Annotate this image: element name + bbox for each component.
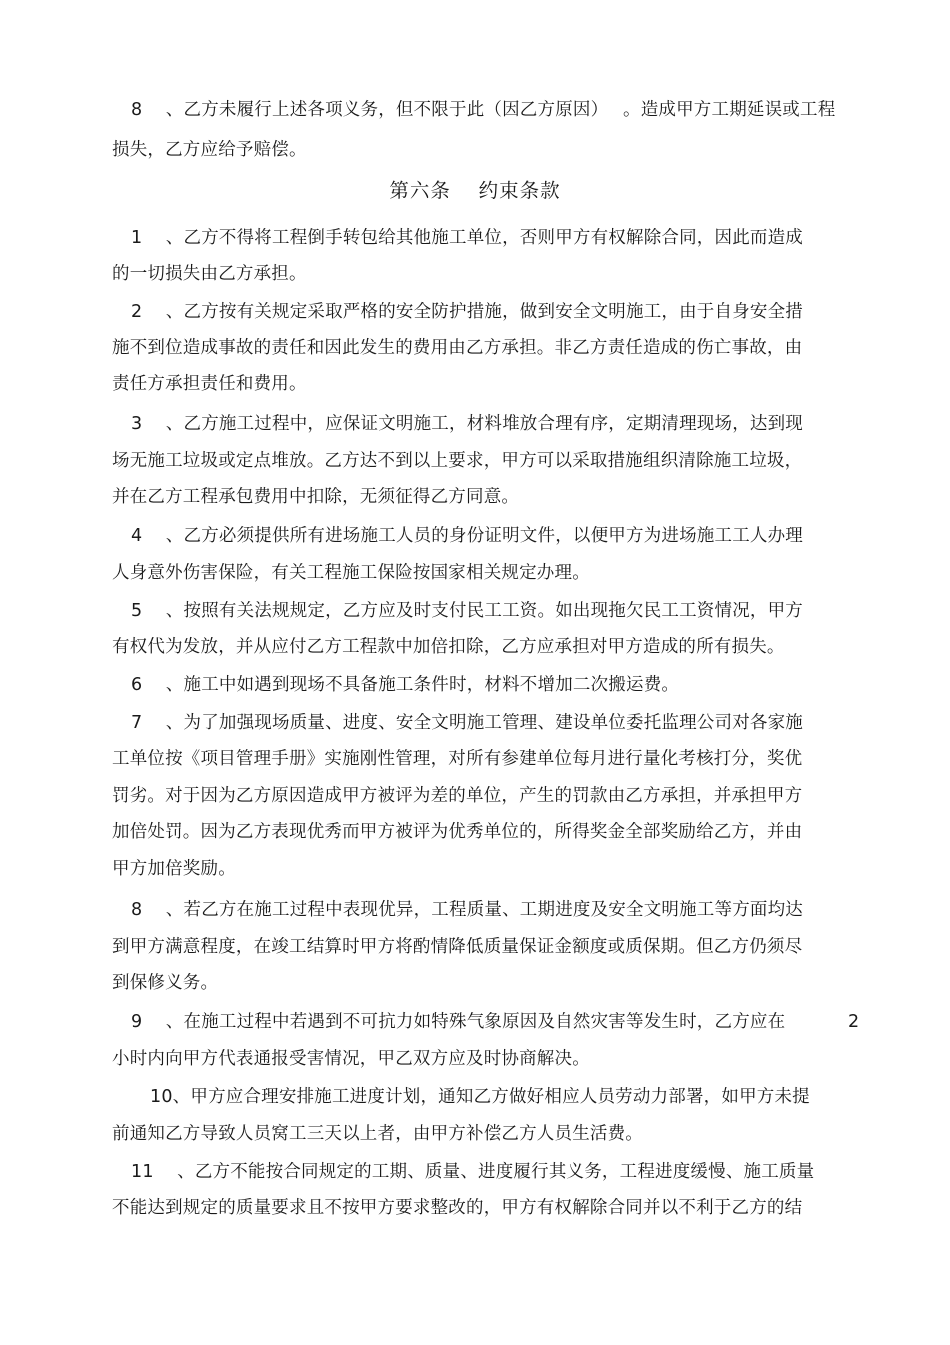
paragraph-line: 罚劣。对于因为乙方原因造成甲方被评为差的单位，产生的罚款由乙方承担，并承担甲方 <box>112 786 803 806</box>
paragraph-line: 施不到位造成事故的责任和因此发生的费用由乙方承担。非乙方责任造成的伤亡事故，由 <box>112 338 803 358</box>
paragraph-line: 5 、按照有关法规规定，乙方应及时支付民工工资。如出现拖欠民工工资情况，甲方 <box>131 601 803 621</box>
paragraph-line: 3 、乙方施工过程中，应保证文明施工，材料堆放合理有序，定期清理现场，达到现 <box>131 414 803 434</box>
paragraph-line: 加倍处罚。因为乙方表现优秀而甲方被评为优秀单位的，所得奖金全部奖励给乙方，并由 <box>112 822 803 842</box>
paragraph-line: 工单位按《项目管理手册》实施刚性管理，对所有参建单位每月进行量化考核打分，奖优 <box>112 749 803 769</box>
paragraph-line: 人身意外伤害保险，有关工程施工保险按国家相关规定办理。 <box>112 563 590 583</box>
paragraph-line: 前通知乙方导致人员窝工三天以上者，由甲方补偿乙方人员生活费。 <box>112 1124 643 1144</box>
section-title: 第六条 约束条款 <box>389 179 561 202</box>
paragraph-line: 2 、乙方按有关规定采取严格的安全防护措施，做到安全文明施工，由于自身安全措 <box>131 302 803 322</box>
hours-value: 2 <box>848 1012 860 1032</box>
paragraph-line: 11 、乙方不能按合同规定的工期、质量、进度履行其义务，工程进度缓慢、施工质量 <box>131 1162 815 1182</box>
paragraph-line: 4 、乙方必须提供所有进场施工人员的身份证明文件，以便甲方为进场施工工人办理 <box>131 526 803 546</box>
paragraph-line: 6 、施工中如遇到现场不具备施工条件时，材料不增加二次搬运费。 <box>131 675 680 695</box>
paragraph-line: 9 、在施工过程中若遇到不可抗力如特殊气象原因及自然灾害等发生时，乙方应在 <box>131 1012 786 1032</box>
paragraph-line: 的一切损失由乙方承担。 <box>112 264 307 284</box>
paragraph-line: 场无施工垃圾或定点堆放。乙方达不到以上要求，甲方可以采取措施组织清除施工垃圾， <box>112 451 803 471</box>
paragraph-line: 8 、乙方未履行上述各项义务，但不限于此（因乙方原因） 。造成甲方工期延误或工程 <box>131 100 836 120</box>
paragraph-line: 7 、为了加强现场质量、进度、安全文明施工管理、建设单位委托监理公司对各家施 <box>131 713 803 733</box>
paragraph-line: 并在乙方工程承包费用中扣除，无须征得乙方同意。 <box>112 487 520 507</box>
paragraph-line: 10、甲方应合理安排施工进度计划，通知乙方做好相应人员劳动力部署，如甲方未提 <box>150 1087 810 1107</box>
paragraph-line: 责任方承担责任和费用。 <box>112 374 307 394</box>
paragraph-line: 小时内向甲方代表通报受害情况，甲乙双方应及时协商解决。 <box>112 1049 590 1069</box>
paragraph-line: 8 、若乙方在施工过程中表现优异，工程质量、工期进度及安全文明施工等方面均达 <box>131 900 803 920</box>
paragraph-line: 到保修义务。 <box>112 973 219 993</box>
paragraph-line: 损失，乙方应给予赔偿。 <box>112 140 307 160</box>
paragraph-line: 不能达到规定的质量要求且不按甲方要求整改的，甲方有权解除合同并以不利于乙方的结 <box>112 1198 803 1218</box>
paragraph-line: 1 、乙方不得将工程倒手转包给其他施工单位，否则甲方有权解除合同，因此而造成 <box>131 228 803 248</box>
paragraph-line: 有权代为发放，并从应付乙方工程款中加倍扣除，乙方应承担对甲方造成的所有损失。 <box>112 637 785 657</box>
paragraph-line: 甲方加倍奖励。 <box>112 859 236 879</box>
paragraph-line: 到甲方满意程度，在竣工结算时甲方将酌情降低质量保证金额度或质保期。但乙方仍须尽 <box>112 937 803 957</box>
